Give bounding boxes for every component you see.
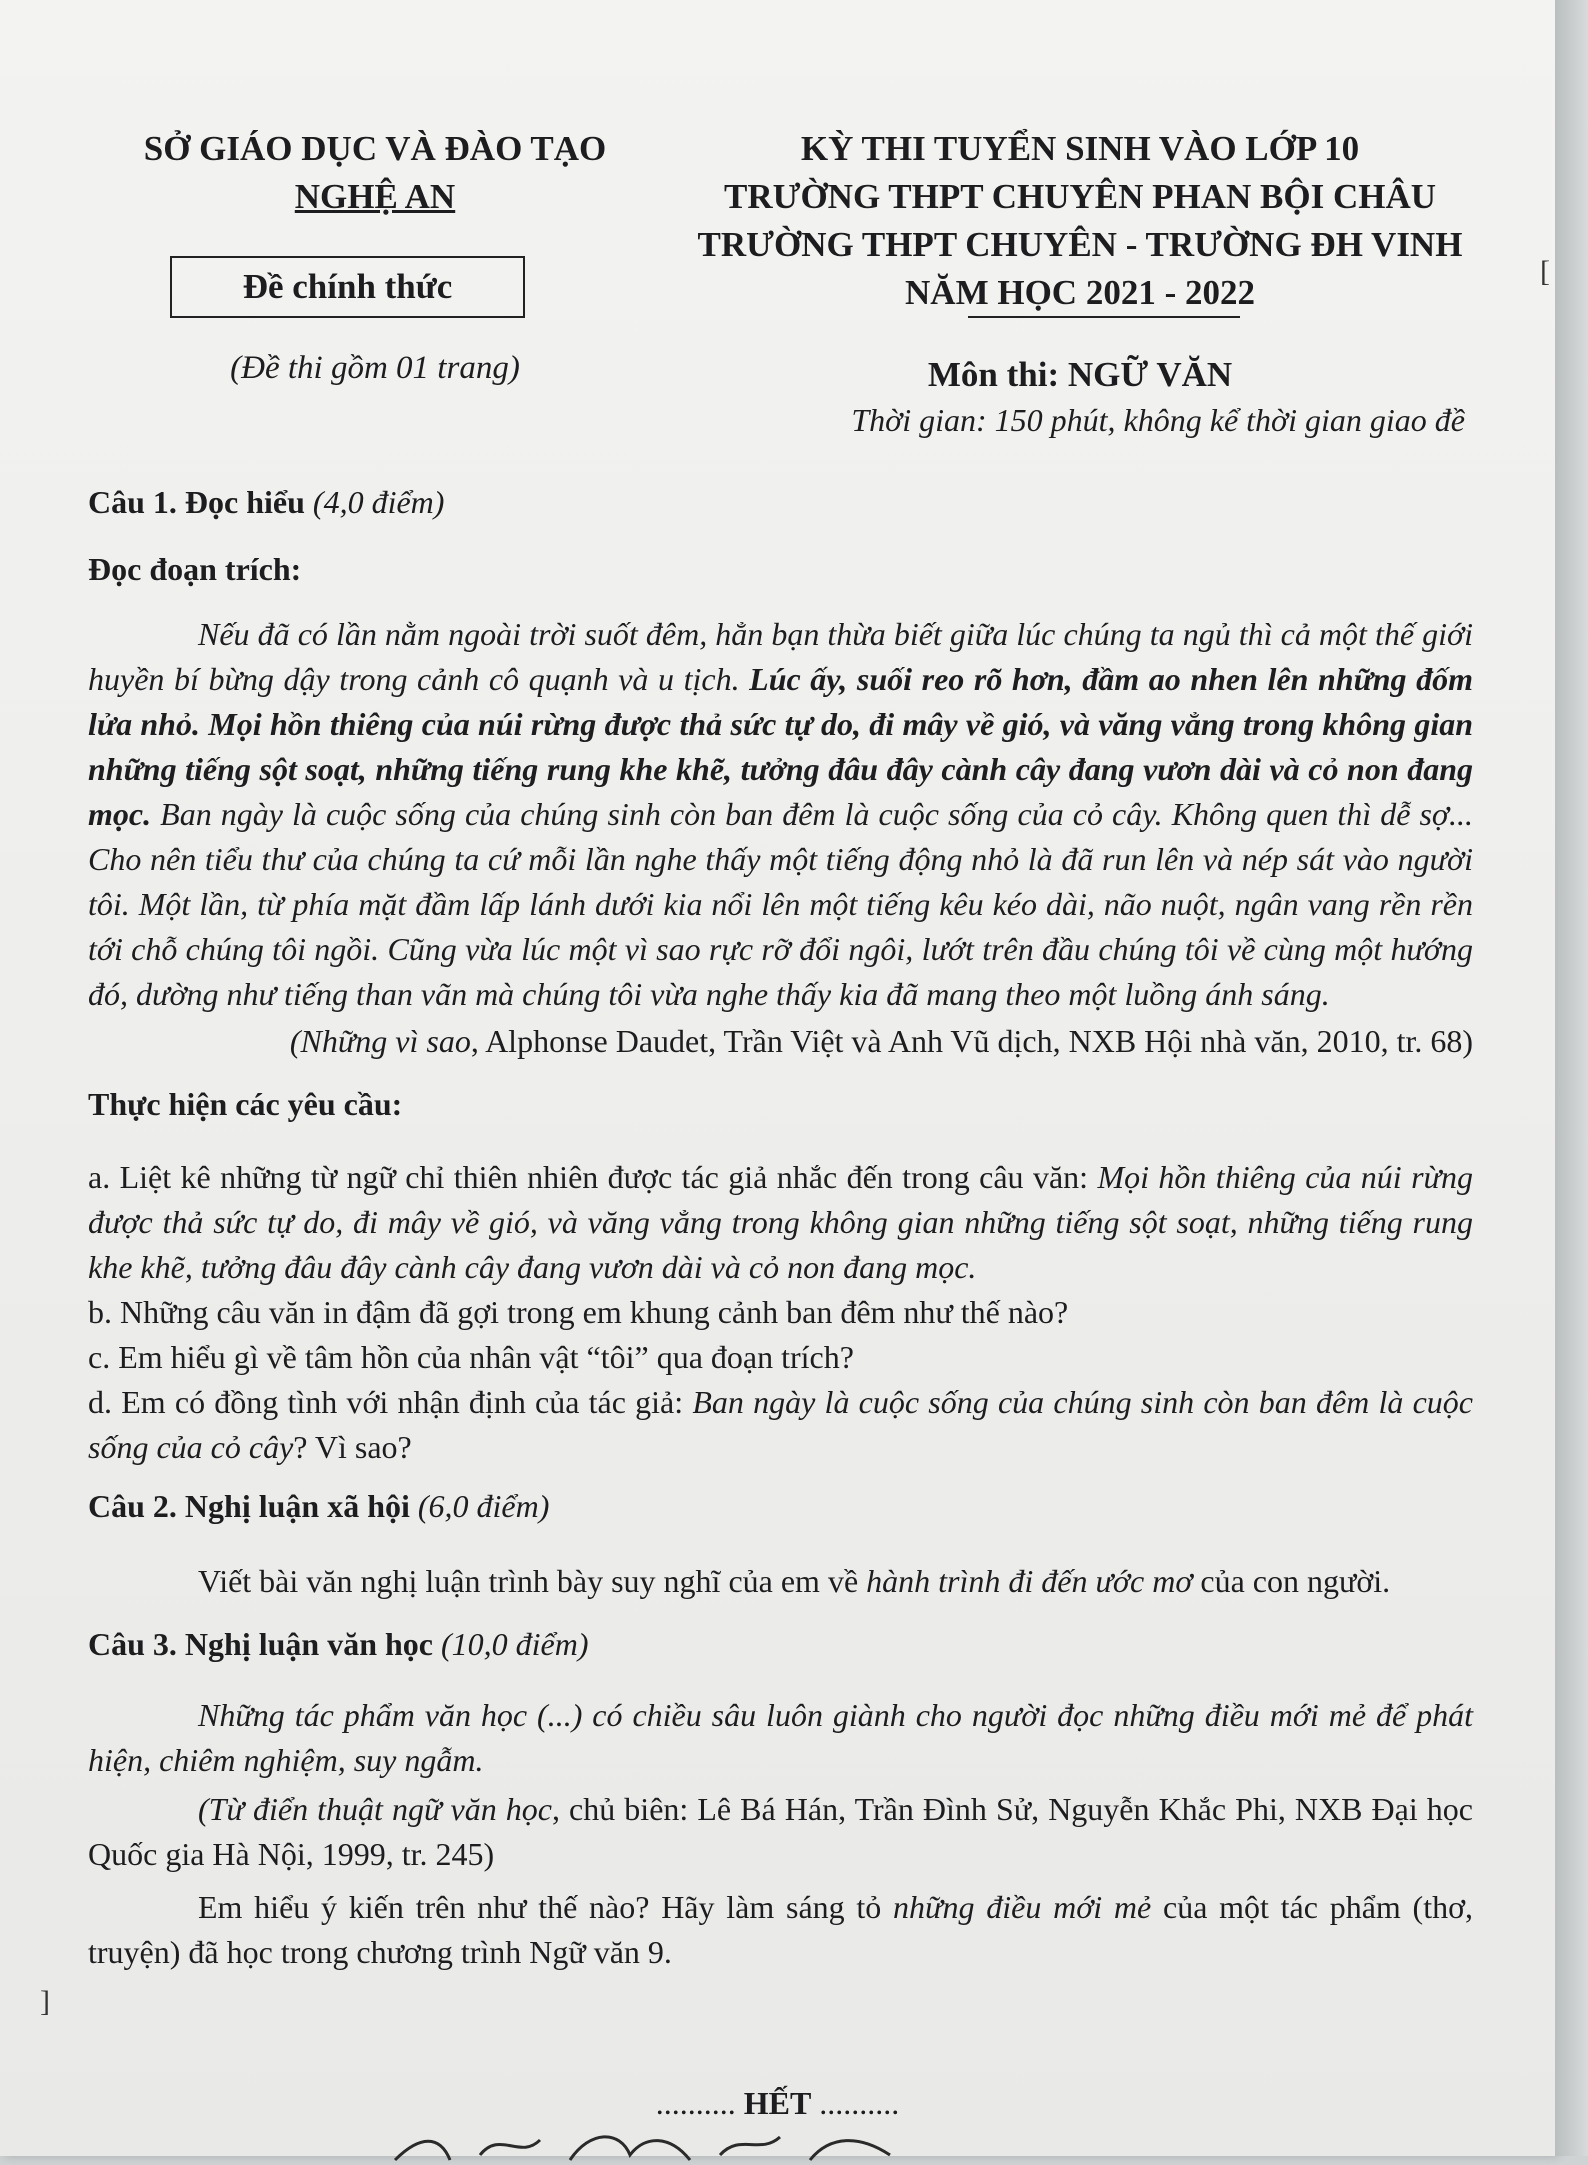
paper-edge [1555,0,1588,2156]
exam-title: KỲ THI TUYỂN SINH VÀO LỚP 10 [800,129,1360,168]
q3-task [88,1885,1473,1975]
q3-cite-rest: , chủ biên: Lê Bá Hán, Trần Đình Sử, Nguyễn Khắc Phi, NXB Đại học Quốc gia Hà Nội, 1999, tr. 245) [88,1791,1474,1872]
tick-mark: ] [40,1985,50,2018]
q3-points: (10,0 điểm) [440,1626,589,1662]
end-marker [0,2085,1555,2122]
header-right [620,125,1540,317]
q2-title [88,1484,1473,1529]
requirements-title: Thực hiện các yêu cầu: [88,1086,403,1122]
school-2: TRƯỜNG THPT CHUYÊN - TRƯỜNG ĐH VINH [697,225,1463,264]
q3-task-prefix: Em hiểu ý kiến trên như thế nào? Hãy làm sáng tỏ [198,1889,882,1925]
q3-title [88,1622,1473,1667]
subject-value: NGỮ VĂN [1067,355,1233,394]
req-a-quote: Mọi hồn thiêng của núi rừng được thả sức tự do, đi mây về gió, và văng vẳng trong không gian những tiếng sột soạt, những tiếng rung khe khẽ, tưởng đâu đây cành cây đang vươn dài và cỏ non đang mọc. [88,1159,1474,1285]
end-dots-right: .......... [819,2085,900,2121]
source-rest: , Alphonse Daudet, Trần Việt và Anh Vũ dịch, NXB Hội nhà văn, 2010, tr. 68) [470,1023,1473,1059]
q2-body-suffix: của con người. [1200,1563,1391,1599]
q3-quote: Những tác phẩm văn học (...) có chiều sâu luôn giành cho người đọc những điều mới mẻ để phát hiện, chiêm nghiệm, suy ngẫm. [88,1697,1473,1778]
q2-body-topic: hành trình đi đến ước mơ [866,1563,1193,1599]
passage-end: Ban ngày là cuộc sống của chúng sinh còn ban đêm là cuộc sống của cỏ cây. Không quen thì dễ sợ... Cho nên tiểu thư của chúng ta cứ mỗi lần nghe thấy một tiếng động nhỏ là đã run lên và nép sát vào người tôi. Một lần, từ phía mặt đầm lấp lánh dưới kia nổi lên một tiếng kêu kéo dài, não nuột, ngân vang rền rền tới chỗ chúng tôi ngồi. Cũng vừa lúc một vì sao rực rỡ đổi ngôi, lướt trên đầu chúng tôi về cùng một hướng đó, dường như tiếng than vãn mà chúng tôi vừa nghe thấy kia đã mang theo một luồng ánh sáng. [88,796,1474,1012]
req-d [88,1380,1473,1470]
end-dots-left: .......... [655,2085,736,2121]
passage-source [88,1019,1473,1064]
q3-cite-title: (Từ điển thuật ngữ văn học [198,1791,552,1827]
province-name: NGHỆ AN [294,177,456,216]
handwritten-signature [390,2125,910,2165]
school-1: TRƯỜNG THPT CHUYÊN PHAN BỘI CHÂU [723,177,1437,216]
subject-label: Môn thi: [927,355,1060,394]
req-b: b. Những câu văn in đậm đã gợi trong em khung cảnh ban đêm như thế nào? [88,1294,1069,1330]
reading-passage [88,612,1473,1017]
subject-line [620,355,1540,395]
exam-content [88,480,1473,1975]
req-c: c. Em hiểu gì về tâm hồn của nhân vật “tôi” qua đoạn trích? [88,1339,854,1375]
q1-title-text: Câu 1. Đọc hiểu [88,484,305,520]
q2-points: (6,0 điểm) [417,1488,550,1524]
header-left [95,125,655,221]
department-name: SỞ GIÁO DỤC VÀ ĐÀO TẠO [143,129,607,168]
year-underline [968,316,1240,318]
q1-points: (4,0 điểm) [312,484,445,520]
q3-citation [88,1787,1473,1877]
time-note: Thời gian: 150 phút, không kể thời gian giao đề [851,402,1465,438]
req-a-prefix: a. Liệt kê những từ ngữ chỉ thiên nhiên được tác giả nhắc đến trong câu văn: [88,1159,1089,1195]
q2-body [88,1559,1473,1604]
passage-bold: Lúc ấy, suối reo rõ hơn, đầm ao nhen lên những đốm lửa nhỏ. Mọi hồn thiêng của núi rừng được thả sức tự do, đi mây về gió, và văng vẳng trong không gian những tiếng sột soạt, những tiếng rung khe khẽ, tưởng đâu đây cành cây đang vươn dài và cỏ non đang mọc. [88,661,1474,832]
school-year: NĂM HỌC 2021 - 2022 [905,273,1255,312]
source-title: (Những vì sao [289,1023,471,1059]
end-word: HẾT [743,2085,812,2121]
passage-start: Nếu đã có lần nằm ngoài trời suốt đêm, hẳn bạn thừa biết giữa lúc chúng ta ngủ thì cả một thế giới huyền bí bừng dậy trong cảnh cô quạnh và u tịch. [88,616,1473,697]
official-label-box: Đề chính thức [170,256,525,318]
req-d-quote: Ban ngày là cuộc sống của chúng sinh còn ban đêm là cuộc sống của cỏ cây [88,1384,1474,1465]
req-d-suffix: ? Vì sao? [293,1429,412,1465]
req-d-prefix: d. Em có đồng tình với nhận định của tác giả: [88,1384,684,1420]
q1-lead: Đọc đoạn trích: [88,551,302,587]
q3-task-suffix: của một tác phẩm (thơ, truyện) đã học trong chương trình Ngữ văn 9. [88,1889,1474,1970]
q3-title-text: Câu 3. Nghị luận văn học [88,1626,433,1662]
q2-title-text: Câu 2. Nghị luận xã hội [88,1488,410,1524]
pages-note: (Đề thi gồm 01 trang) [230,350,520,386]
q1-title [88,480,1473,525]
q3-task-focus: những điều mới mẻ [893,1889,1152,1925]
q2-body-prefix: Viết bài văn nghị luận trình bày suy nghĩ của em về [198,1563,859,1599]
requirements-list [88,1155,1473,1470]
req-a [88,1155,1473,1290]
bracket-mark: [ [1540,255,1550,288]
